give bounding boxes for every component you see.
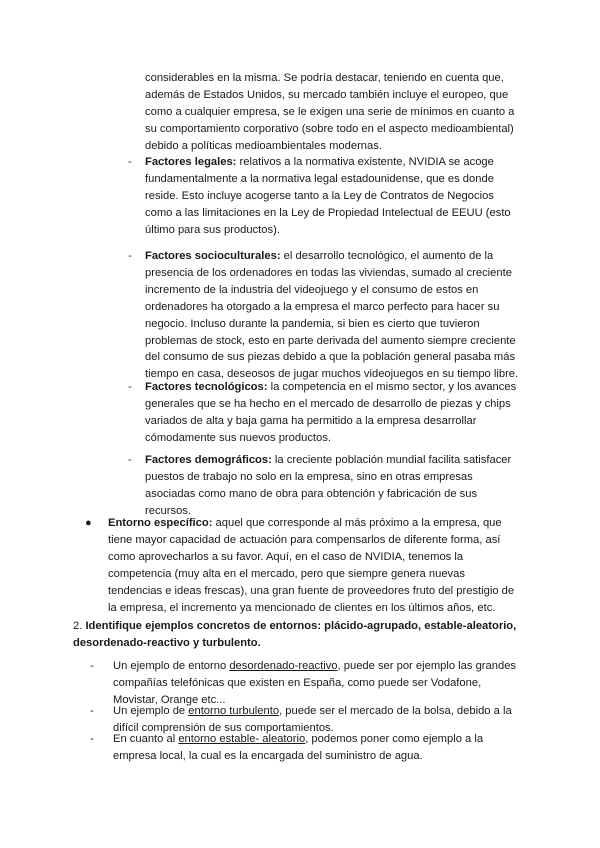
- answer-text: , puede ser el mercado de la bolsa, debido a la difícil comprensión de sus comportamientos.: [113, 705, 512, 734]
- factor-text: el desarrollo tecnológico, el aumento de la presencia de los ordenadores en todas las viviendas, sumado al creciente incremento de la industria del videojuego y el consumo de estos en ordenadores ha otorgado a la empresa el marco perfecto para hacer su negocio. Incluso durante la pandemia, si bien es cierto que tuvieron problemas de stock, esto en parte derivada del aumento siempre creciente del consumo de sus piezas debido a que la población general pasaba más tiempo en casa, deseosos de jugar muchos videojuegos en su tiempo libre.: [145, 250, 519, 381]
- question-number: 2.: [73, 620, 86, 632]
- dash-bullet: -: [90, 705, 94, 717]
- specific-text: aquel que corresponde al más próximo a la empresa, que tiene mayor capacidad de actuación para compensarlos de diferente forma, así como aprovecharlos a su favor. Aquí, en el caso de NVIDIA, tenemos la competencia (muy alta en el mercado, pero que siempre genera nuevas tendencias e ideas frescas), una gran fuente de proveedores fruto del prestigio de la empresa, el incremento ya mencionado de clientes en los últimos años, etc.: [108, 517, 515, 614]
- answer-text: En cuanto al: [113, 733, 179, 745]
- question-heading: [73, 618, 520, 652]
- dash-bullet: -: [90, 660, 94, 672]
- answer-item: [90, 731, 520, 765]
- factor-sociocultural: [128, 248, 520, 383]
- answer-term: entorno estable- aleatorio: [178, 733, 306, 745]
- factor-demographic: [128, 452, 520, 520]
- round-bullet: ●: [85, 517, 92, 529]
- factor-legal: [128, 154, 520, 239]
- factor-title: Factores socioculturales:: [145, 250, 281, 262]
- answer-item: [90, 658, 520, 709]
- answer-text: Un ejemplo de entorno: [113, 660, 230, 672]
- answer-term: desordenado-reactivo: [229, 660, 338, 672]
- factor-title: Factores tecnológicos:: [145, 381, 268, 393]
- dash-bullet: -: [90, 733, 94, 745]
- continuation-paragraph: considerables en la misma. Se podría destacar, teniendo en cuenta que, además de Estados Unidos, su mercado también incluye el europeo, que como a cualquier empresa, se le exigen una serie de mínimos en cuanto a su comportamiento corporativo (sobre todo en el aspecto medioambiental) debido a políticas medioambientales modernas.: [145, 72, 515, 152]
- specific-title: Entorno específico:: [108, 517, 213, 529]
- answer-term: entorno turbulento: [188, 705, 280, 717]
- dash-bullet: -: [128, 454, 132, 466]
- question-text: Identifique ejemplos concretos de entornos: plácido-agrupado, estable-aleatorio, desordenado-reactivo y turbulento.: [73, 620, 517, 649]
- answer-text: , puede ser por ejemplo las grandes compañías telefónicas que existen en España, como puede ser Vodafone, Movistar, Orange etc...: [113, 660, 517, 706]
- dash-bullet: -: [128, 156, 132, 168]
- specific-environment: [85, 515, 520, 616]
- dash-bullet: -: [128, 381, 132, 393]
- answer-text: Un ejemplo de: [113, 705, 189, 717]
- factor-technological: [128, 379, 520, 447]
- dash-bullet: -: [128, 250, 132, 262]
- factor-title: Factores legales:: [145, 156, 237, 168]
- factor-text: relativos a la normativa existente, NVIDIA se acoge fundamentalmente a la normativa legal estadounidense, que es donde reside. Esto incluye acogerse tanto a la Ley de Contratos de Negocios como a las limitaciones en la Ley de Propiedad Intelectual de EEUU (esto último para sus productos).: [145, 156, 511, 236]
- factor-text: la competencia en el mismo sector, y los avances generales que se ha hecho en el mercado de desarrollo de piezas y chips variados de alta y baja gama ha permitido a la empresa desarrollar cómodamente sus nuevos productos.: [145, 381, 517, 444]
- factor-text: la creciente población mundial facilita satisfacer puestos de trabajo no solo en la empresa, sino en otras empresas asociadas como mano de obra para obtención y fabricación de sus recursos.: [145, 454, 512, 517]
- answer-text: , podemos poner como ejemplo a la empresa local, la cual es la encargada del suministro de agua.: [113, 733, 484, 762]
- factor-title: Factores demográficos:: [145, 454, 272, 466]
